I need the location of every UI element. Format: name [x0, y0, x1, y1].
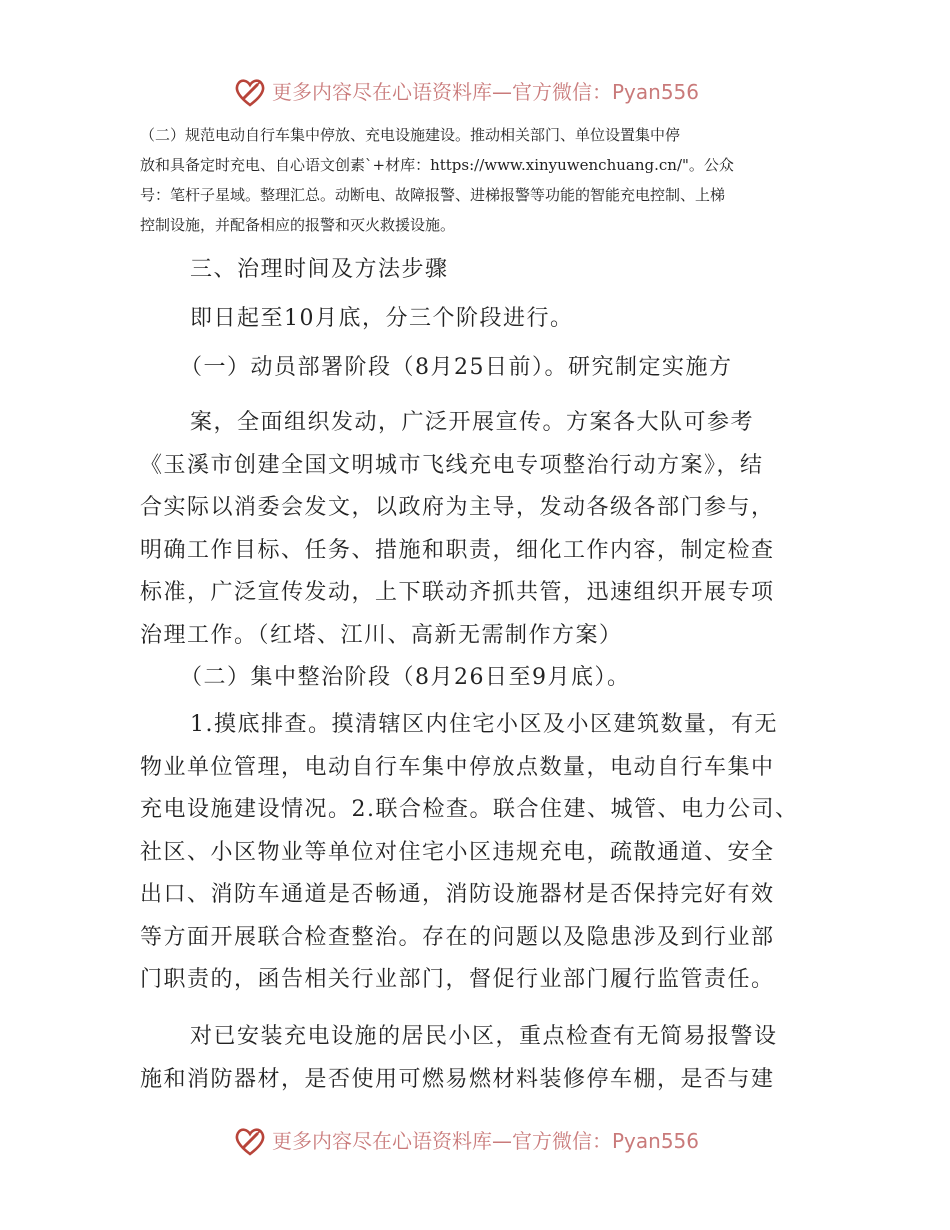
intro-line: 放和具备定时充电、自心语文创素`+材库：https://www.xinyuwenchuang.cn/"。公众	[140, 156, 734, 174]
watermark-text: 更多内容尽在心语资料库—官方微信：Pyan556	[272, 80, 700, 104]
stage2-heading	[140, 657, 820, 700]
heart-pen-logo-icon	[232, 1123, 268, 1159]
stage2-line: 社区、小区物业等单位对住宅小区违规充电，疏散通道、安全	[140, 839, 775, 865]
stage2-line: 充电设施建设情况。2.联合检查。联合住建、城管、电力公司、	[140, 797, 799, 822]
inspection-line: 对已安装充电设施的居民小区，重点检查有无简易报警设	[190, 1024, 778, 1049]
intro-paragraph	[140, 120, 820, 240]
stage1-line: 合实际以消委会发文，以政府为主导，发动各级各部门参与，	[140, 495, 775, 520]
stage2-line: 门职责的，函告相关行业部门，督促行业部门履行监管责任。	[140, 967, 775, 992]
intro-line: 控制设施，并配备相应的报警和灭火救援设施。	[140, 216, 456, 234]
stage1-line: 《玉溪市创建全国文明城市飞线充电专项整治行动方案》，结	[140, 452, 764, 478]
top-watermark	[0, 72, 950, 112]
section3-heading-text: 三、治理时间及方法步骤	[190, 257, 449, 282]
stage1-heading-text: （一）动员部署阶段（8月25日前）。研究制定实施方	[180, 355, 733, 380]
stage2-line: 出口、消防车通道是否畅通，消防设施器材是否保持完好有效	[140, 882, 775, 907]
stage1-line: 治理工作。（红塔、江川、高新无需制作方案）	[140, 622, 623, 648]
bottom-watermark	[0, 1121, 950, 1161]
intro-line: 号：笔杆子星域。整理汇总。动断电、故障报警、进梯报警等功能的智能充电控制、上梯	[140, 186, 726, 204]
stage2-line: 等方面开展联合检查整治。存在的问题以及隐患涉及到行业部	[140, 924, 775, 950]
stage1-line: 案，全面组织发动，广泛开展宣传。方案各大队可参考	[190, 410, 755, 435]
period-text: 即日起至10月底，分三个阶段进行。	[190, 306, 574, 331]
inspection-paragraph	[140, 1016, 820, 1101]
stage1-body	[140, 402, 820, 657]
stage1-heading	[140, 347, 820, 390]
stage2-body	[140, 704, 820, 1002]
stage2-line: 物业单位管理，电动自行车集中停放点数量，电动自行车集中	[140, 754, 775, 780]
stage1-line: 标准，广泛宣传发动，上下联动齐抓共管，迅速组织开展专项	[140, 580, 775, 605]
period-paragraph	[140, 298, 820, 341]
stage2-line: 1.摸底排查。摸清辖区内住宅小区及小区建筑数量，有无	[190, 712, 778, 737]
watermark-text: 更多内容尽在心语资料库—官方微信：Pyan556	[272, 1129, 700, 1153]
intro-line: （二）规范电动自行车集中停放、充电设施建设。推动相关部门、单位设置集中停	[140, 126, 681, 144]
stage1-line: 明确工作目标、任务、措施和职责，细化工作内容，制定检查	[140, 537, 775, 563]
inspection-line: 施和消防器材，是否使用可燃易燃材料装修停车棚，是否与建	[140, 1066, 775, 1092]
section-heading	[140, 249, 820, 292]
stage2-heading-text: （二）集中整治阶段（8月26日至9月底）。	[180, 665, 631, 690]
heart-pen-logo-icon	[232, 74, 268, 110]
